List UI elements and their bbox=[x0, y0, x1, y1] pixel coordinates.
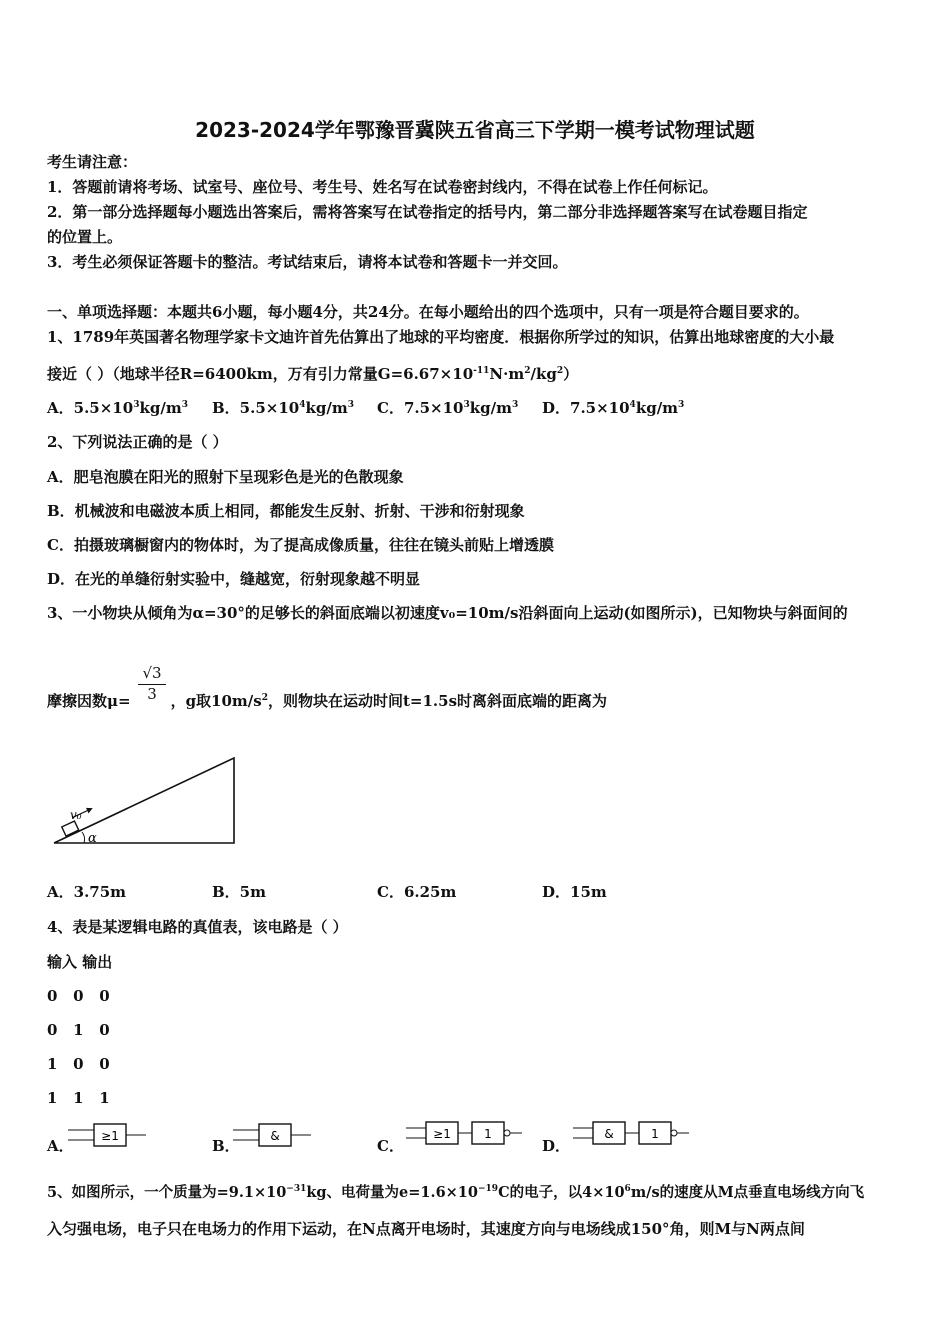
truth-table-row: 0 0 0 bbox=[47, 987, 110, 1005]
truth-table-row: 1 0 0 bbox=[47, 1055, 110, 1073]
q4-stem: 4、表是某逻辑电路的真值表，该电路是（ ） bbox=[47, 918, 348, 936]
and-gate-icon bbox=[233, 1122, 323, 1148]
q2-option-c: C．拍摄玻璃橱窗内的物体时，为了提高成像质量，往往在镜头前贴上增透膜 bbox=[47, 536, 554, 554]
incline-triangle bbox=[54, 758, 234, 843]
q5-stem-line2: 入匀强电场，电子只在电场力的作用下运动，在N点离开电场时，其速度方向与电场线成150°角，则M与N两点间 bbox=[47, 1220, 805, 1238]
gate-symbol: ≥1 bbox=[433, 1127, 451, 1141]
q2-option-a: A．肥皂泡膜在阳光的照射下呈现彩色是光的色散现象 bbox=[47, 468, 404, 486]
gate-symbol: 1 bbox=[651, 1127, 659, 1141]
nor-gate-icon bbox=[406, 1120, 526, 1146]
notice-item-2: 2．第一部分选择题每小题选出答案后，需将答案写在试卷指定的括号内，第二部分非选择题答案写在试卷题目指定 bbox=[47, 203, 808, 221]
q2-stem: 2、下列说法正确的是（ ） bbox=[47, 433, 228, 451]
q2-option-b: B．机械波和电磁波本质上相同，都能发生反射、折射、干涉和衍射现象 bbox=[47, 502, 525, 520]
truth-table-row: 0 1 0 bbox=[47, 1021, 110, 1039]
q1-option-c: C．$7.5\times 10^3kg/m^3$ bbox=[377, 399, 519, 417]
q3-option-d: D．15m bbox=[542, 883, 607, 901]
q5-stem-line1: 5、如图所示，一个质量为$=9.1\times 10^{-31}kg$、电荷量为$e=1.6\times 10^{-19}C$的电子，以$4\times 10^6m/s$的速度从M点垂直电场线方向飞 bbox=[47, 1184, 865, 1201]
q3-stem-line2: 摩擦因数μ= ，g取$10m/s^2$，则物块在运动时间t=1.5s时离斜面底端的距离为 bbox=[47, 692, 608, 710]
alpha-label: α bbox=[88, 831, 97, 846]
q4-option-d-label: D． bbox=[542, 1137, 571, 1155]
friction-fraction bbox=[138, 664, 166, 703]
v0-label: v₀ bbox=[70, 808, 82, 822]
gate-symbol: 1 bbox=[484, 1127, 492, 1141]
notice-item-2-cont: 的位置上。 bbox=[47, 228, 123, 246]
q2-option-d: D．在光的单缝衍射实验中，缝越宽，衍射现象越不明显 bbox=[47, 570, 421, 588]
q1-option-b: B．$5.5\times 10^4kg/m^3$ bbox=[212, 399, 354, 417]
q3-stem-line1: 3、一小物块从倾角为α=30°的足够长的斜面底端以初速度v₀=10m/s沿斜面向上运动(如图所示)，已知物块与斜面间的 bbox=[47, 604, 848, 622]
fraction-denominator: 3 bbox=[138, 684, 166, 703]
gate-symbol: ≥1 bbox=[101, 1129, 119, 1143]
q1-option-d: D．$7.5\times 10^4kg/m^3$ bbox=[542, 399, 685, 417]
q3-option-a: A．3.75m bbox=[47, 883, 127, 901]
truth-table-header: 输入 输出 bbox=[47, 953, 113, 971]
notice-heading: 考生请注意： bbox=[47, 153, 138, 171]
notice-item-1: 1．答题前请将考场、试室号、座位号、考生号、姓名写在试卷密封线内，不得在试卷上作任何标记。 bbox=[47, 178, 718, 196]
fraction-numerator: √3 bbox=[142, 664, 162, 682]
q4-option-c-label: C． bbox=[377, 1137, 404, 1155]
or-gate-icon bbox=[68, 1122, 158, 1148]
q1-stem-line1: 1、1789年英国著名物理学家卡文迪许首先估算出了地球的平均密度．根据你所学过的知识，估算出地球密度的大小最 bbox=[47, 328, 835, 346]
q3-option-c: C．6.25m bbox=[377, 883, 457, 901]
q1-option-a: A．$5.5\times 10^3kg/m^3$ bbox=[47, 399, 188, 417]
angle-arc bbox=[82, 832, 85, 843]
gate-symbol: & bbox=[270, 1129, 280, 1143]
q3-option-b: B．5m bbox=[212, 883, 266, 901]
incline-figure bbox=[48, 752, 248, 852]
nand-gate-icon bbox=[573, 1120, 693, 1146]
notice-item-3: 3．考生必须保证答题卡的整洁。考试结束后，请将本试卷和答题卡一并交回。 bbox=[47, 253, 568, 271]
truth-table-row: 1 1 1 bbox=[47, 1089, 110, 1107]
section-heading: 一、单项选择题：本题共6小题，每小题4分，共24分。在每小题给出的四个选项中，只有一项是符合题目要求的。 bbox=[47, 303, 809, 321]
q1-stem-line2: 接近（ ）（地球半径R=6400km，万有引力常量$G=6.67\times 10^{-11}N\cdot m^2/kg^2$） bbox=[47, 365, 579, 383]
page-title: 2023-2024学年鄂豫晋冀陕五省高三下学期一模考试物理试题 bbox=[195, 118, 755, 142]
gate-symbol: & bbox=[604, 1127, 614, 1141]
q4-option-a-label: A． bbox=[47, 1137, 74, 1155]
q4-option-b-label: B． bbox=[212, 1137, 240, 1155]
